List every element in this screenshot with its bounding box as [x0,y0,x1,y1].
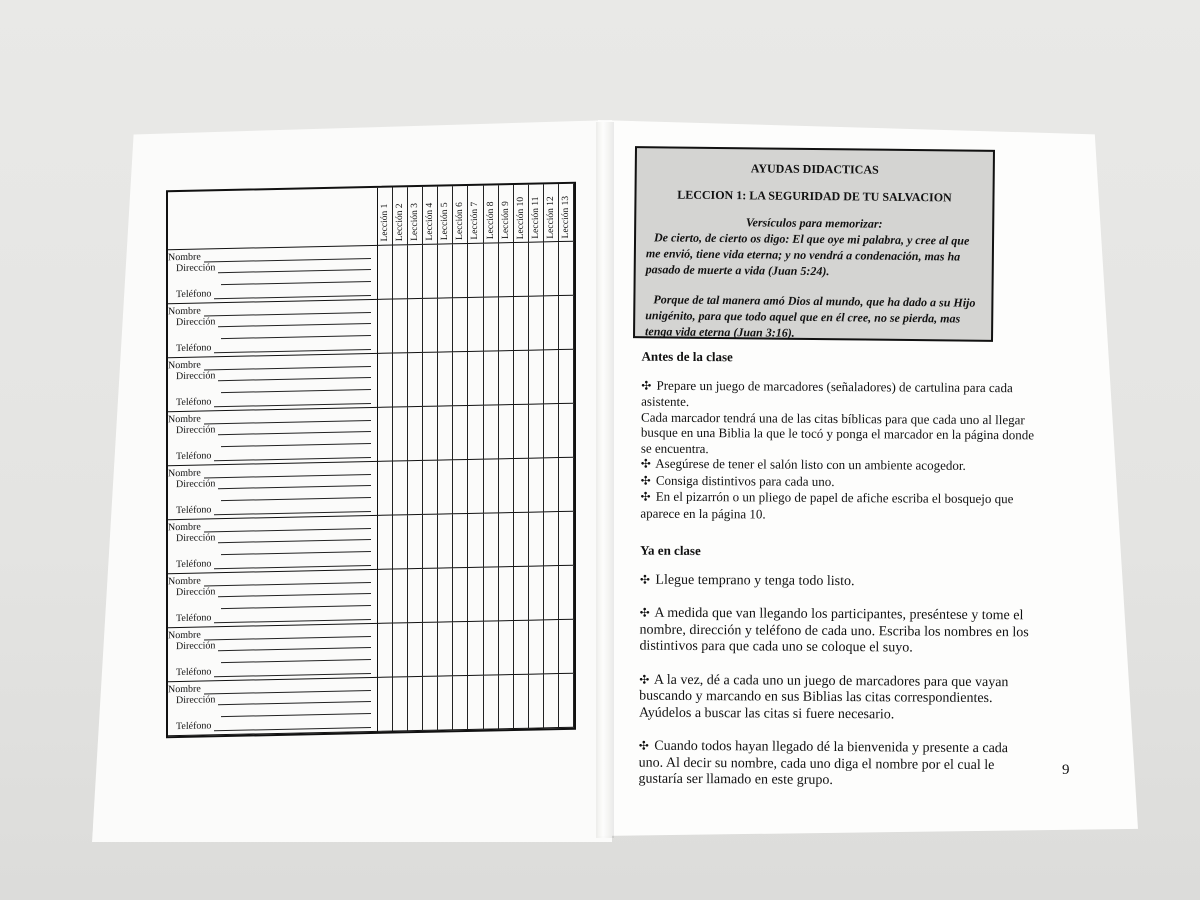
attendance-cell [408,245,423,299]
in-class-item-4-text: Cuando todos hayan llegado dé la bienvenida y presente a cada uno. Al decir su nombre, cada uno diga el nombre por el cual le gustaría ser llamado en este grupo. [638,738,1009,788]
attendance-cell [514,459,529,513]
attendance-cell [408,623,423,677]
verse-juan-5-24: De cierto, de cierto os digo: El que oye mi palabra, y cree al que me envió, tiene vida eterna; y no vendrá a condenación, mas ha pasado de muerte a vida (Juan 5:24). [645,230,970,279]
lesson-column-header [484,185,499,243]
lesson-header-label: Lección 2 [395,203,406,242]
before-class-item-3-text: Consiga distintivos para cada uno. [655,472,835,489]
blank-rule [218,693,371,705]
attendance-cell [393,677,408,731]
participant-entry [168,570,378,628]
roster-header-blank [168,188,378,250]
attendance-cell [423,569,438,623]
attendance-cell [499,621,514,675]
blank-rule [221,705,371,717]
attendance-cell [559,512,574,566]
lesson-column-header [453,186,468,244]
attendance-cell [544,296,559,350]
before-class-item-1-text: Prepare un juego de marcadores (señaladores) de cartulina para cada asistente. [641,377,1013,409]
attendance-cell [423,353,438,407]
attendance-cell [438,676,453,730]
address-line-2 [218,543,371,555]
attendance-cell [453,406,468,460]
phone-field [176,501,371,516]
before-class-item-1 [641,377,1036,412]
lesson-column-header [559,184,574,242]
attendance-cell [438,352,453,406]
attendance-cell [499,297,514,351]
address-field-label: Dirección [176,478,216,491]
blank-rule [221,273,371,285]
in-class-item-2 [639,605,1034,658]
attendance-cell [544,566,559,620]
attendance-cell [559,566,574,620]
in-class-item-1-text: Llegue temprano y tenga todo listo. [655,572,855,589]
attendance-cell [438,622,453,676]
attendance-cell [378,624,393,678]
attendance-cell [468,406,483,460]
attendance-cell [484,567,499,621]
name-field-label: Nombre [168,467,201,480]
attendance-cell [529,350,544,404]
address-field-label: Dirección [176,532,216,545]
attendance-cell [559,296,574,350]
attendance-cell [559,404,574,458]
attendance-cell [499,459,514,513]
in-class-heading: Ya en clase [640,542,701,559]
before-class-heading: Antes de la clase [641,348,733,365]
participant-entry [168,246,378,304]
blank-rule [218,639,371,651]
participant-entry [168,354,378,412]
attendance-cell [468,244,483,298]
participant-roster-table [166,182,576,739]
attendance-cell [514,567,529,621]
attendance-cell [484,405,499,459]
attendance-cell [423,407,438,461]
attendance-cell [378,678,393,732]
roster-grid [168,184,574,737]
attendance-cell [378,354,393,408]
attendance-cell [559,242,574,296]
attendance-cell [529,674,544,728]
blank-rule [214,449,371,461]
attendance-cell [408,299,423,353]
bullet-icon: ✣ [638,738,649,753]
attendance-cell [393,245,408,299]
attendance-cell [468,622,483,676]
attendance-cell [378,570,393,624]
lesson-column-header [408,187,423,245]
blank-rule [221,489,371,501]
blank-rule [218,261,371,273]
attendance-cell [453,298,468,352]
address-line-2 [218,489,371,501]
attendance-cell [484,351,499,405]
address-line-2 [218,597,371,609]
phone-field [176,555,371,570]
in-class-item-3 [639,671,1034,724]
blank-rule [221,651,371,663]
lesson-column-header [544,184,559,242]
blank-rule [218,369,371,381]
lesson-column-header [529,184,544,242]
attendance-cell [529,566,544,620]
phone-field [176,285,371,300]
lesson-header-label: Lección 12 [545,195,556,239]
lesson-column-header [423,187,438,245]
lesson-column-header [393,187,408,245]
bullet-icon: ✣ [640,489,651,504]
page-number: 9 [1062,762,1070,778]
lesson-column-header [514,185,529,243]
attendance-cell [408,569,423,623]
blank-rule [214,611,371,623]
participant-entry [168,624,378,682]
phone-field-label: Teléfono [176,450,212,463]
attendance-cell [468,568,483,622]
teaching-aids-box [633,146,995,342]
attendance-cell [468,676,483,730]
blank-rule [214,287,371,299]
address-line-2 [218,651,371,663]
memory-verses-label: Versículos para memorizar: [745,215,883,231]
attendance-cell [423,299,438,353]
phone-field-label: Teléfono [176,342,212,355]
blank-rule [221,543,371,555]
address-field-label: Dirección [176,586,216,599]
lesson-header-label: Lección 9 [500,201,511,240]
lesson-column-header [378,188,393,246]
blank-rule [214,557,371,569]
blank-rule [214,395,371,407]
attendance-cell [438,298,453,352]
blank-rule [214,341,371,353]
name-field-label: Nombre [168,521,201,534]
lesson-header-label: Lección 7 [470,201,481,240]
phone-field-label: Teléfono [176,288,212,301]
attendance-cell [514,243,529,297]
phone-field [176,717,371,732]
attendance-cell [484,513,499,567]
phone-field-label: Teléfono [176,612,212,625]
in-class-item-2-text: A medida que van llegando los participantes, preséntese y tome el nombre, dirección y teléfono de cada uno. Escriba los nombres en los distintivos para que cada uno se coloque el suyo. [639,605,1029,656]
participant-entry [168,678,378,736]
address-line-2 [218,435,371,447]
attendance-cell [393,353,408,407]
participant-entry [168,462,378,520]
attendance-cell [408,677,423,731]
attendance-cell [453,352,468,406]
attendance-cell [484,621,499,675]
address-field-label: Dirección [176,370,216,383]
attendance-cell [453,568,468,622]
bullet-icon: ✣ [640,456,651,471]
bullet-icon: ✣ [639,672,650,687]
phone-field [176,339,371,354]
lesson-title: LECCION 1: LA SEGURIDAD DE TU SALVACION [677,187,952,205]
address-line-2 [218,327,371,339]
attendance-cell [423,677,438,731]
name-field-label: Nombre [168,575,201,588]
lesson-header-label: Lección 6 [455,202,466,241]
phone-field [176,663,371,678]
attendance-cell [484,297,499,351]
address-line-2 [218,705,371,717]
attendance-cell [559,350,574,404]
blank-rule [221,327,371,339]
attendance-cell [514,297,529,351]
lesson-header-label: Lección 1 [380,203,391,242]
attendance-cell [453,244,468,298]
attendance-cell [453,622,468,676]
name-field-label: Nombre [168,629,201,642]
attendance-cell [408,461,423,515]
attendance-cell [529,512,544,566]
attendance-cell [529,242,544,296]
attendance-cell [408,353,423,407]
attendance-cell [378,300,393,354]
attendance-cell [514,513,529,567]
attendance-cell [468,352,483,406]
attendance-cell [544,350,559,404]
attendance-cell [514,405,529,459]
attendance-cell [529,620,544,674]
booklet-gutter [596,122,614,838]
attendance-cell [438,514,453,568]
attendance-cell [393,623,408,677]
instructions-text [638,349,1036,791]
phone-field [176,447,371,462]
attendance-cell [438,406,453,460]
attendance-cell [423,623,438,677]
phone-field [176,393,371,408]
attendance-cell [514,351,529,405]
lesson-header-label: Lección 5 [440,202,451,241]
name-field-label: Nombre [168,305,201,318]
name-field-label: Nombre [168,251,201,264]
blank-rule [214,503,371,515]
attendance-cell [544,620,559,674]
attendance-cell [468,298,483,352]
blank-rule [221,435,371,447]
attendance-cell [468,514,483,568]
blank-rule [218,477,371,489]
attendance-cell [559,674,574,728]
blank-rule [214,719,371,731]
attendance-cell [423,245,438,299]
bullet-icon: ✣ [639,605,650,620]
lesson-column-header [499,185,514,243]
phone-field-label: Teléfono [176,720,212,733]
attendance-cell [544,512,559,566]
attendance-cell [423,461,438,515]
attendance-cell [393,515,408,569]
attendance-cell [393,407,408,461]
address-field-label: Dirección [176,424,216,437]
lesson-header-label: Lección 13 [560,195,571,239]
attendance-cell [453,676,468,730]
attendance-cell [484,459,499,513]
attendance-cell [393,461,408,515]
lesson-column-header [438,186,453,244]
attendance-cell [559,458,574,512]
participant-entry [168,516,378,574]
blank-rule [218,585,371,597]
attendance-cell [499,405,514,459]
attendance-cell [499,513,514,567]
attendance-cell [499,243,514,297]
phone-field-label: Teléfono [176,666,212,679]
bullet-icon: ✣ [639,572,651,587]
attendance-cell [544,242,559,296]
name-field-label: Nombre [168,683,201,696]
blank-rule [218,423,371,435]
address-field-label: Dirección [176,316,216,329]
attendance-cell [484,243,499,297]
attendance-cell [378,246,393,300]
attendance-cell [393,569,408,623]
lesson-header-label: Lección 10 [515,196,526,239]
in-class-item-3-text: A la vez, dé a cada uno un juego de marcadores para que vayan buscando y marcando en sus Biblias las citas correspondientes. Ayúdelos a buscar las citas si fuere necesario. [638,672,1009,722]
phone-field-label: Teléfono [176,396,212,409]
attendance-cell [378,462,393,516]
address-field-label: Dirección [176,640,216,653]
attendance-cell [559,620,574,674]
attendance-cell [453,460,468,514]
lesson-header-label: Lección 3 [410,203,421,242]
attendance-cell [529,404,544,458]
attendance-cell [378,516,393,570]
attendance-cell [408,515,423,569]
attendance-cell [499,351,514,405]
phone-field-label: Teléfono [176,558,212,571]
attendance-cell [393,299,408,353]
bullet-icon: ✣ [641,378,652,393]
attendance-cell [438,460,453,514]
attendance-cell [544,458,559,512]
blank-rule [218,315,371,327]
in-class-item-1 [640,571,1035,591]
lesson-column-header [468,186,483,244]
attendance-cell [468,460,483,514]
address-line-2 [218,381,371,393]
attendance-cell [453,514,468,568]
attendance-cell [544,674,559,728]
address-field-label: Dirección [176,262,216,275]
name-field-label: Nombre [168,413,201,426]
attendance-cell [499,675,514,729]
participant-entry [168,300,378,358]
lesson-header-label: Lección 4 [425,202,436,241]
before-class-item-2-text: Asegúrese de tener el salón listo con un ambiente acogedor. [655,455,966,473]
attendance-cell [499,567,514,621]
verse-juan-3-16: Porque de tal manera amó Dios al mundo, que ha dado a su Hijo unigénito, para que todo aquel que en él cree, no se pierda, mas tenga vida eterna (Juan 3:16). [645,292,976,340]
attendance-cell [438,244,453,298]
address-field-label: Dirección [176,694,216,707]
before-class-item-1-cont: Cada marcador tendrá una de las citas bíblicas para que cada uno al llegar busque en una Biblia la que le tocó y ponga el marcador en la página donde se encuentra. [640,409,1035,456]
attendance-cell [408,407,423,461]
before-class-item-4 [640,489,1035,524]
phone-field [176,609,371,624]
blank-rule [214,665,371,677]
in-class-item-4 [638,738,1033,791]
attendance-cell [484,675,499,729]
attendance-cell [529,458,544,512]
name-field-label: Nombre [168,359,201,372]
attendance-cell [514,675,529,729]
box-heading: AYUDAS DIDACTICAS [750,161,879,177]
bullet-icon: ✣ [640,473,651,488]
attendance-cell [438,568,453,622]
attendance-cell [423,515,438,569]
attendance-cell [378,408,393,462]
attendance-cell [544,404,559,458]
participant-entry [168,408,378,466]
address-line-2 [218,273,371,285]
attendance-cell [529,296,544,350]
blank-rule [221,597,371,609]
before-class-item-4-text: En el pizarrón o un pliego de papel de afiche escriba el bosquejo que aparece en la página 10. [640,488,1014,521]
attendance-cell [514,621,529,675]
blank-rule [218,531,371,543]
blank-rule [221,381,371,393]
lesson-header-label: Lección 11 [530,196,541,239]
lesson-header-label: Lección 8 [485,201,496,240]
phone-field-label: Teléfono [176,504,212,517]
